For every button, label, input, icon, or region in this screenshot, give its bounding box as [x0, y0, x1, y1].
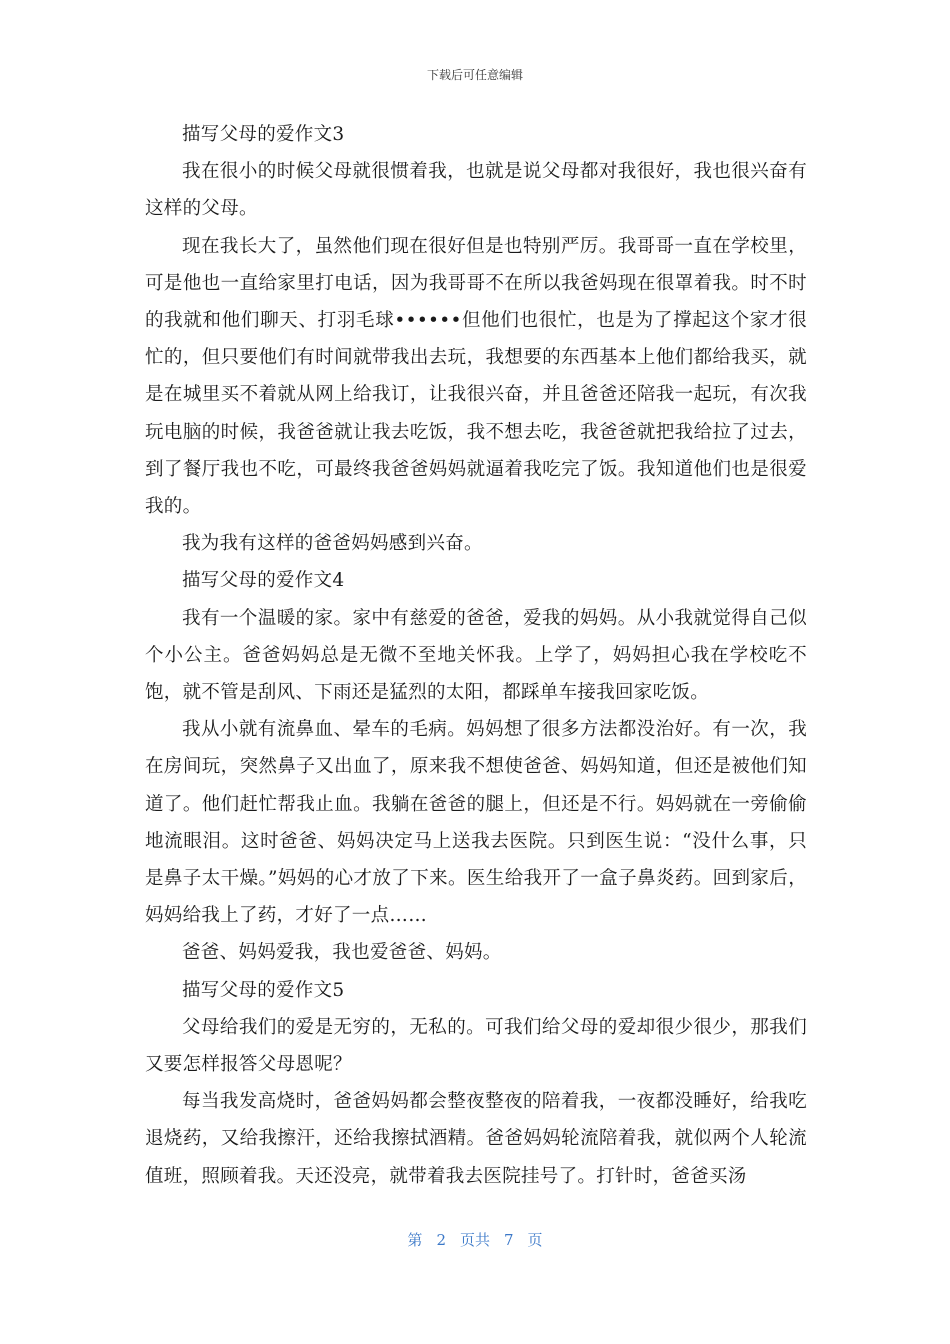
essay-title-3: 描写父母的爱作文3 — [182, 124, 345, 145]
paragraph: 我从小就有流鼻血、晕车的毛病。妈妈想了很多方法都没治好。有一次，我在房间玩，突然鼻子又出血了，原来我不想使爸爸、妈妈知道，但还是被他们知道了。他们赶忙帮我止血。我躺在爸爸的腿上，但还是不行。妈妈就在一旁偷偷地流眼泪。这时爸爸、妈妈决定马上送我去医院。只到医生说：“没什么事，只是鼻子太干燥。”妈妈的心才放了下来。医生给我开了一盒子鼻炎药。回到家后，妈妈给我上了药，才好了一点…… — [145, 719, 807, 927]
essay-title-4: 描写父母的爱作文4 — [182, 570, 345, 592]
paragraph: 我在很小的时候父母就很惯着我，也就是说父母都对我很好，我也很兴奋有这样的父母。 — [145, 161, 807, 220]
page-header: 下载后可任意编辑 — [426, 68, 523, 82]
total-page-count: 7 — [504, 1231, 514, 1249]
essay-title-5: 描写父母的爱作文5 — [182, 979, 345, 1001]
paragraph: 我为我有这样的爸爸妈妈感到兴奋。 — [182, 533, 483, 555]
current-page-number: 2 — [436, 1231, 446, 1249]
footer-prefix: 第 — [407, 1231, 423, 1249]
paragraph: 现在我长大了，虽然他们现在很好但是也特别严厉。我哥哥一直在学校里，可是他也一直给家里打电话，因为我哥哥不在所以我爸妈现在很罩着我。时不时的我就和他们聊天、打羽毛球••••••但他们也很忙，也是为了撑起这个家才很忙的，但只要他们有时间就带我出去玩，我想要的东西基本上他们都给我买，就是在城里买不着就从网上给我订，让我很兴奋，并且爸爸还陪我一起玩，有次我玩电脑的时候，我爸爸就让我去吃饭，我不想去吃，我爸爸就把我给拉了过去，到了餐厅我也不吃，可最终我爸爸妈妈就逼着我吃完了饭。我知道他们也是很爱我的。 — [145, 235, 807, 518]
paragraph: 每当我发高烧时，爸爸妈妈都会整夜整夜的陪着我，一夜都没睡好，给我吃退烧药，又给我擦汗，还给我擦拭酒精。爸爸妈妈轮流陪着我，就似两个人轮流值班，照顾着我。天还没亮，就带着我去医院挂号了。打针时，爸爸买汤 — [145, 1091, 807, 1187]
paragraph: 我有一个温暖的家。家中有慈爱的爸爸，爱我的妈妈。从小我就觉得自己似个小公主。爸爸妈妈总是无微不至地关怀我。上学了，妈妈担心我在学校吃不饱，就不管是刮风、下雨还是猛烈的太阳，都踩单车接我回家吃饭。 — [145, 607, 807, 704]
document-body — [145, 116, 807, 1195]
footer-middle: 页共 — [459, 1231, 490, 1249]
page-footer — [0, 1229, 950, 1250]
footer-suffix: 页 — [527, 1231, 543, 1249]
paragraph: 父母给我们的爱是无穷的，无私的。可我们给父母的爱却很少很少，那我们又要怎样报答父母恩呢？ — [145, 1016, 807, 1076]
paragraph: 爸爸、妈妈爱我，我也爱爸爸、妈妈。 — [182, 942, 502, 964]
